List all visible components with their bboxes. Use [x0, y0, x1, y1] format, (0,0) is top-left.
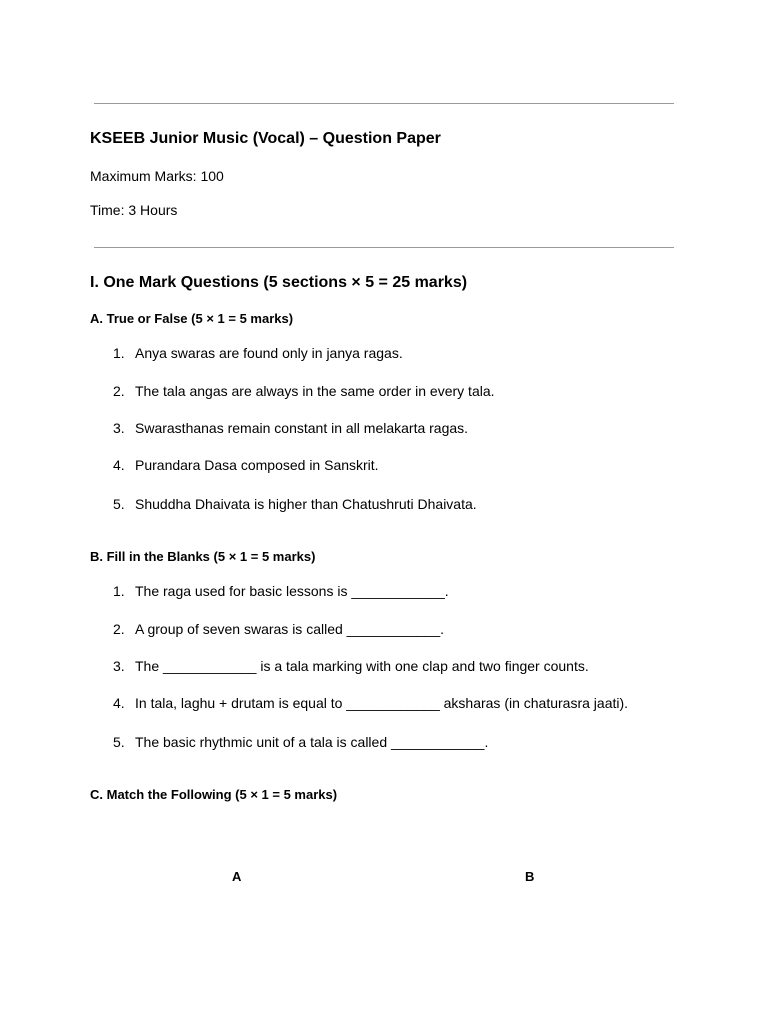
item-number: 1.: [113, 583, 125, 599]
item-text: Shuddha Dhaivata is higher than Chatushruti Dhaivata.: [135, 496, 477, 512]
part-one-heading: I. One Mark Questions (5 sections × 5 = 25 marks): [90, 274, 468, 291]
header-divider: [94, 247, 674, 248]
match-column-b-header: B: [525, 869, 535, 884]
item-text: The basic rhythmic unit of a tala is called ____________.: [135, 734, 489, 750]
item-number: 5.: [113, 496, 125, 512]
section-b-heading: B. Fill in the Blanks (5 × 1 = 5 marks): [90, 549, 316, 564]
time-allowed: Time: 3 Hours: [90, 202, 178, 218]
section-c-heading: C. Match the Following (5 × 1 = 5 marks): [90, 787, 338, 802]
section-a-heading: A. True or False (5 × 1 = 5 marks): [90, 311, 294, 326]
item-text: The raga used for basic lessons is ____________.: [135, 583, 449, 599]
item-number: 4.: [113, 457, 125, 473]
item-number: 4.: [113, 695, 125, 711]
item-text: Swarasthanas remain constant in all melakarta ragas.: [135, 420, 469, 436]
match-column-a-header: A: [232, 869, 242, 884]
item-number: 2.: [113, 621, 125, 637]
page-title: KSEEB Junior Music (Vocal) – Question Paper: [90, 130, 441, 147]
item-number: 3.: [113, 420, 125, 436]
item-number: 3.: [113, 658, 125, 674]
item-number: 5.: [113, 734, 125, 750]
item-text: A group of seven swaras is called ____________.: [135, 621, 444, 637]
item-text: In tala, laghu + drutam is equal to ____________ aksharas (in chaturasra jaati).: [135, 695, 629, 711]
item-text: Anya swaras are found only in janya ragas.: [135, 345, 403, 361]
item-number: 1.: [113, 345, 125, 361]
item-text: Purandara Dasa composed in Sanskrit.: [135, 457, 379, 473]
item-number: 2.: [113, 383, 125, 399]
top-divider: [94, 103, 674, 104]
item-text: The tala angas are always in the same order in every tala.: [135, 383, 495, 399]
maximum-marks: Maximum Marks: 100: [90, 168, 224, 184]
item-text: The ____________ is a tala marking with one clap and two finger counts.: [135, 658, 589, 674]
